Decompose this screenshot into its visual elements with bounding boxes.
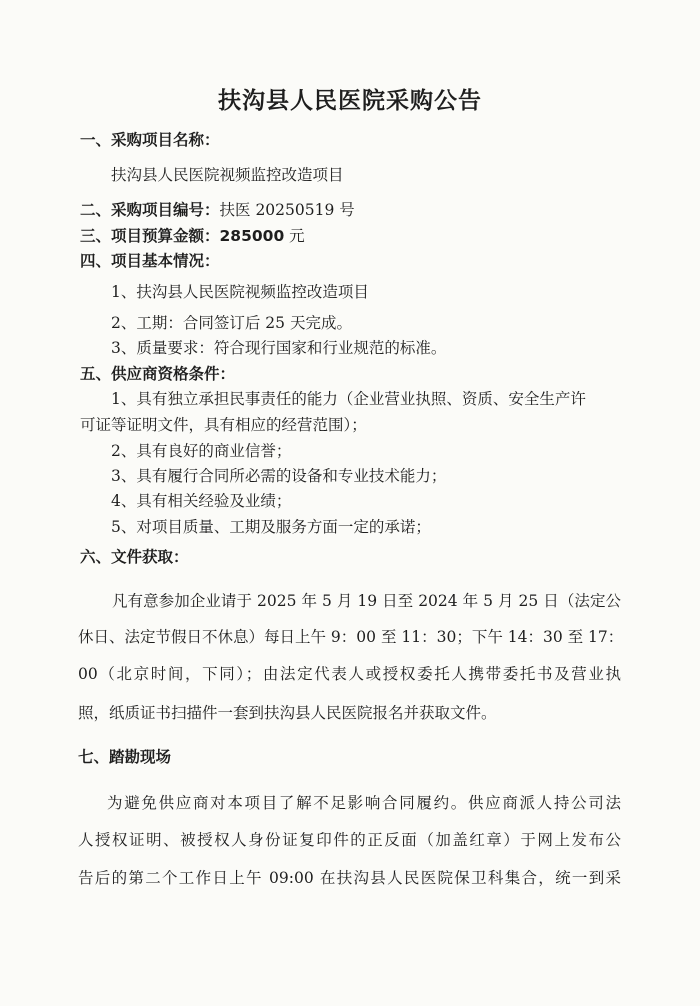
document-acquisition-line: 凡有意参加企业请于 2025 年 5 月 19 日至 2024 年 5 月 25 日（法定公 — [112, 592, 622, 610]
project-number: 扶医 20250519 号 — [219, 201, 355, 219]
page-title: 扶沟县人民医院采购公告 — [218, 88, 482, 114]
section-3 — [80, 226, 305, 246]
section-2-heading: 二、采购项目编号： — [80, 201, 220, 219]
document-acquisition-line: 休日、法定节假日不休息）每日上午 9：00 至 11：30；下午 14：30 至 17： — [78, 628, 624, 646]
qualification-item: 4、具有相关经验及业绩； — [111, 492, 292, 510]
budget-amount: 285000 — [219, 227, 285, 245]
document-acquisition-line: 照，纸质证书扫描件一套到扶沟县人民医院报名并获取文件。 — [78, 704, 497, 722]
section-4-heading: 四、项目基本情况： — [80, 252, 220, 270]
section-2 — [80, 200, 355, 220]
section-6-heading: 六、文件获取： — [80, 548, 189, 566]
section-3-heading: 三、项目预算金额： — [80, 227, 220, 245]
document-acquisition-line: 00（北京时间，下同）；由法定代表人或授权委托人携带委托书及营业执 — [78, 665, 621, 683]
site-visit-line: 为避免供应商对本项目了解不足影响合同履约。供应商派人持公司法 — [107, 794, 621, 812]
qualification-item-1-line-2: 可证等证明文件，具有相应的经营范围）； — [80, 416, 367, 434]
qualification-item: 2、具有良好的商业信誉； — [111, 442, 292, 460]
project-name: 扶沟县人民医院视频监控改造项目 — [111, 166, 344, 184]
site-visit-line: 人授权证明、被授权人身份证复印件的正反面（加盖红章）于网上发布公 — [78, 831, 621, 849]
qualification-item: 3、具有履行合同所必需的设备和专业技术能力； — [111, 467, 447, 485]
section-1-heading: 一、采购项目名称： — [80, 131, 220, 149]
basic-info-item: 3、质量要求：符合现行国家和行业规范的标准。 — [111, 339, 447, 357]
basic-info-item: 2、工期：合同签订后 25 天完成。 — [111, 314, 352, 332]
budget-unit: 元 — [289, 227, 305, 245]
section-5-heading: 五、供应商资格条件： — [80, 365, 236, 383]
qualification-item-1-line-1: 1、具有独立承担民事责任的能力（企业营业执照、资质、安全生产许 — [111, 390, 586, 408]
basic-info-item: 1、扶沟县人民医院视频监控改造项目 — [111, 283, 369, 301]
section-7-heading: 七、踏勘现场 — [78, 748, 172, 766]
site-visit-line: 告后的第二个工作日上午 09:00 在扶沟县人民医院保卫科集合，统一到采 — [78, 869, 621, 887]
qualification-item: 5、对项目质量、工期及服务方面一定的承诺； — [111, 518, 431, 536]
